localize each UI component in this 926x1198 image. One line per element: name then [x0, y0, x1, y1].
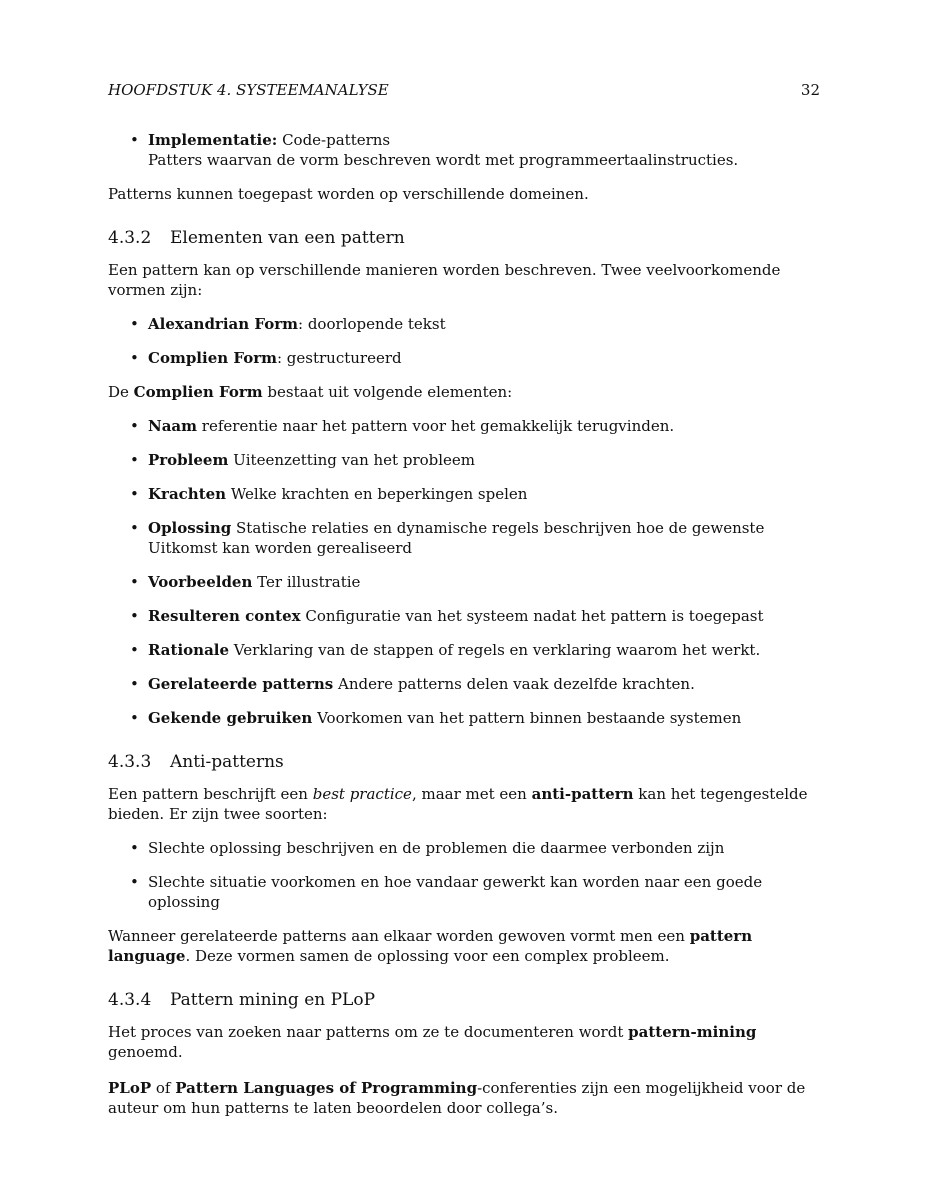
bullet-icon: •	[130, 839, 139, 857]
list-item	[108, 838, 820, 858]
item-term: Voorbeelden	[148, 573, 253, 591]
section-number: 4.3.4	[108, 990, 152, 1010]
item-text: Configuratie van het systeem nadat het pattern is toegepast	[300, 607, 764, 625]
category-list	[108, 130, 820, 170]
section-heading-432	[108, 226, 820, 250]
item-term: Probleem	[148, 451, 229, 469]
forms-list	[108, 314, 820, 368]
item-text: Andere patterns delen vaak dezelfde krachten.	[333, 675, 695, 693]
section-heading-433	[108, 750, 820, 774]
kinds-list	[108, 838, 820, 912]
bullet-icon: •	[130, 607, 139, 625]
list-item	[108, 348, 820, 368]
item-text: referentie naar het pattern voor het gemakkelijk terugvinden.	[197, 417, 675, 435]
bold-term: Complien Form	[133, 383, 263, 401]
text-span: bestaat uit volgende elementen:	[262, 383, 513, 401]
item-term: Rationale	[148, 641, 230, 659]
item-text: Uiteenzetting van het probleem	[228, 451, 476, 469]
running-header	[108, 80, 820, 102]
item-term: Implementatie:	[148, 131, 278, 149]
text-span: , maar met een	[411, 785, 532, 803]
elements-list	[108, 416, 820, 728]
bullet-icon: •	[130, 519, 139, 537]
text-span: . Deze vormen samen de oplossing voor een complex probleem.	[185, 947, 670, 965]
item-term: Complien Form	[148, 349, 277, 367]
bullet-icon: •	[130, 573, 139, 591]
text-span: kan het tegengestelde bieden. Er zijn twee soorten:	[108, 785, 808, 823]
list-item	[108, 640, 820, 660]
item-text: Code-patterns	[277, 131, 391, 149]
text-span: of	[151, 1079, 176, 1097]
list-item	[108, 484, 820, 504]
section-title: Pattern mining en PLoP	[170, 990, 376, 1010]
text-span: genoemd.	[108, 1043, 183, 1061]
paragraph-intro: Een pattern kan op verschillende manieren worden beschreven. Twee veelvoorkomende vormen zijn:	[108, 261, 781, 299]
text-span: Wanneer gerelateerde patterns aan elkaar worden gewoven vormt men een	[108, 927, 690, 945]
paragraph-language	[108, 926, 820, 966]
text-span: -conferenties zijn een mogelijkheid voor de auteur om hun patterns te laten beoordelen door collega’s.	[108, 1079, 806, 1117]
item-description: Patters waarvan de vorm beschreven wordt met programmeertaalinstructies.	[148, 151, 739, 169]
list-item	[108, 708, 820, 728]
bold-term: pattern-mining	[628, 1023, 757, 1041]
item-term: Resulteren contex	[148, 607, 301, 625]
paragraph-plop	[108, 1078, 820, 1118]
paragraph-mining	[108, 1022, 820, 1062]
list-item	[108, 314, 820, 334]
list-item	[108, 872, 820, 912]
bold-term: pattern language	[108, 927, 753, 965]
bullet-icon: •	[130, 485, 139, 503]
bullet-icon: •	[130, 675, 139, 693]
list-item	[108, 606, 820, 626]
item-term: Gekende gebruiken	[148, 709, 313, 727]
item-text: Slechte oplossing beschrijven en de problemen die daarmee verbonden zijn	[148, 839, 725, 857]
list-item	[108, 130, 820, 170]
item-text: : doorlopende tekst	[298, 315, 446, 333]
item-text: Ter illustratie	[252, 573, 361, 591]
bullet-icon: •	[130, 873, 139, 891]
bullet-icon: •	[130, 349, 139, 367]
bold-term: Pattern Languages of Programming	[175, 1079, 478, 1097]
item-text: Verklaring van de stappen of regels en verklaring waarom het werkt.	[229, 641, 761, 659]
bullet-icon: •	[130, 451, 139, 469]
item-text: Voorkomen van het pattern binnen bestaande systemen	[312, 709, 742, 727]
item-term: Alexandrian Form	[148, 315, 298, 333]
bullet-icon: •	[130, 131, 139, 149]
bold-term: PLoP	[108, 1079, 152, 1097]
item-term: Naam	[148, 417, 198, 435]
list-item	[108, 572, 820, 592]
list-item	[108, 450, 820, 470]
paragraph-domains: Patterns kunnen toegepast worden op verschillende domeinen.	[108, 185, 589, 203]
list-item	[108, 416, 820, 436]
list-item	[108, 518, 820, 558]
bold-term: anti-pattern	[531, 785, 634, 803]
section-title: Anti-patterns	[170, 752, 284, 772]
item-term: Oplossing	[148, 519, 232, 537]
bullet-icon: •	[130, 641, 139, 659]
document-page	[108, 80, 820, 1118]
list-item	[108, 674, 820, 694]
item-text: Statische relaties en dynamische regels beschrijven hoe de gewenste Uitkomst kan worden gerealiseerd	[148, 519, 765, 557]
item-term: Gerelateerde patterns	[148, 675, 334, 693]
section-heading-434	[108, 988, 820, 1012]
chapter-title: HOOFDSTUK 4. SYSTEEMANALYSE	[108, 81, 389, 99]
section-number: 4.3.2	[108, 228, 152, 248]
section-number: 4.3.3	[108, 752, 152, 772]
bullet-icon: •	[130, 709, 139, 727]
item-text: : gestructureerd	[276, 349, 402, 367]
text-span: Het proces van zoeken naar patterns om ze te documenteren wordt	[108, 1023, 629, 1041]
page-number: 32	[800, 81, 820, 99]
section-title: Elementen van een pattern	[170, 228, 405, 248]
item-text: Welke krachten en beperkingen spelen	[226, 485, 528, 503]
paragraph-complien	[108, 382, 820, 402]
text-span: Een pattern beschrijft een	[108, 785, 313, 803]
text-span: De	[108, 383, 134, 401]
item-term: Krachten	[148, 485, 227, 503]
bullet-icon: •	[130, 417, 139, 435]
emphasis: best practice	[312, 785, 412, 803]
item-text: Slechte situatie voorkomen en hoe vandaar gewerkt kan worden naar een goede oplossing	[148, 873, 763, 911]
bullet-icon: •	[130, 315, 139, 333]
paragraph-antipattern	[108, 784, 820, 824]
